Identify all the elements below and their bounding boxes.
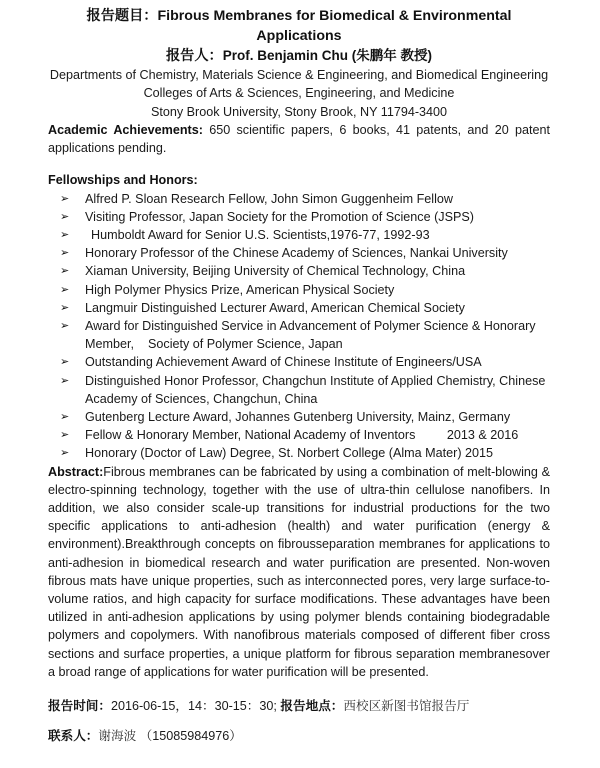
honors-list <box>48 190 550 463</box>
honor-item: ➢ Xiaman University, Beijing University of Chemical Technology, China <box>48 262 550 280</box>
schedule-line <box>48 697 550 715</box>
abstract <box>48 463 550 681</box>
honor-item: ➢ High Polymer Physics Prize, American Physical Society <box>48 281 550 299</box>
contact-name: 谢海波 <box>98 728 137 743</box>
honor-item: ➢ Honorary (Doctor of Law) Degree, St. Norbert College (Alma Mater) 2015 <box>48 444 550 462</box>
honor-item: ➢ Humboldt Award for Senior U.S. Scientists,1976-77, 1992-93 <box>48 226 550 244</box>
contact-label: 联系人： <box>48 728 99 743</box>
achievements-label: Academic Achievements: <box>48 122 203 137</box>
honors-heading: Fellowships and Honors: <box>48 173 198 188</box>
honor-item: ➢ Alfred P. Sloan Research Fellow, John Simon Guggenheim Fellow <box>48 190 550 208</box>
arrowhead-bullet-icon: ➢ <box>60 319 70 332</box>
arrowhead-bullet-icon: ➢ <box>60 247 70 260</box>
affiliation-line: Colleges of Arts & Sciences, Engineering, and Medicine <box>143 86 455 101</box>
arrowhead-bullet-icon: ➢ <box>60 374 70 387</box>
speaker-line <box>48 46 550 66</box>
honor-item: ➢ Award for Distinguished Service in Advancement of Polymer Science & Honorary Member, Society of Polymer Science, Japan <box>60 318 540 352</box>
arrowhead-bullet-icon: ➢ <box>60 192 70 205</box>
arrowhead-bullet-icon: ➢ <box>60 301 70 314</box>
honor-item: ➢ Gutenberg Lecture Award, Johannes Gutenberg University, Mainz, Germany <box>48 408 550 426</box>
speaker-label: 报告人： <box>165 48 223 64</box>
time-label: 报告时间： <box>48 698 111 713</box>
arrowhead-bullet-icon: ➢ <box>60 265 70 278</box>
arrowhead-bullet-icon: ➢ <box>60 210 70 223</box>
honor-item: ➢ Outstanding Achievement Award of Chinese Institute of Engineers/USA <box>48 353 550 371</box>
affiliation-line: Stony Brook University, Stony Brook, NY 11794-3400 <box>150 104 448 119</box>
affiliation-line: Departments of Chemistry, Materials Science & Engineering, and Biomedical Engineering <box>49 68 549 82</box>
contact-phone: （15085984976） <box>136 728 242 743</box>
arrowhead-bullet-icon: ➢ <box>60 228 70 241</box>
arrowhead-bullet-icon: ➢ <box>60 410 70 423</box>
time-value: 2016-06-15，14：30-15：30; <box>110 698 281 713</box>
arrowhead-bullet-icon: ➢ <box>60 447 70 460</box>
honor-item: ➢ Langmuir Distinguished Lecturer Award, American Chemical Society <box>48 299 550 317</box>
place-label: 报告地点： <box>280 698 344 713</box>
title-text: Fibrous Membranes for Biomedical & Environmental Applications <box>157 8 512 44</box>
speaker-name: Prof. Benjamin Chu (朱鹏年 教授) <box>222 48 432 63</box>
title-label: 报告题目： <box>86 8 158 24</box>
honor-item: ➢ Distinguished Honor Professor, Changchun Institute of Applied Chemistry, Chinese Academy of Sciences, Changchun, China <box>60 373 546 406</box>
honor-item: ➢ Visiting Professor, Japan Society for the Promotion of Science (JSPS) <box>48 208 550 226</box>
arrowhead-bullet-icon: ➢ <box>60 283 70 296</box>
affiliation-block <box>48 66 550 121</box>
achievements-text: 650 scientific papers, 6 books, 41 patents, and 20 patent applications pending. <box>48 122 550 156</box>
arrowhead-bullet-icon: ➢ <box>60 356 70 369</box>
arrowhead-bullet-icon: ➢ <box>60 429 70 442</box>
lecture-announcement <box>48 6 550 745</box>
abstract-text: Fibrous membranes can be fabricated by using a combination of melt-blowing & electro-spinning technology, together with the use of ultra-thin cellulose nanofibers. In addition, we also consider scale-up transitions for industrial productions for the two specific applications to anti-adhesion (health) and water purification (energy & environment).Breakthrough concepts on fibrousseparation membranes for applications to anti-adhesion in biomedical research and water purification are presented. Non-woven fibrous mats have unique properties, such as interconnected pores, very large surface-to-volume ratios, and high capacity for surface modifications. These advantages have been utilized in anti-adhesion applications by using polymer blends containing biodegradable polymers and copolymers. With nanofibrous materials composed of different fiber cross sections and surface properties, a unique platform for fibrous separation membranesover a broad range of applications for water purification will be presented. <box>48 464 550 679</box>
abstract-label: Abstract: <box>48 464 104 479</box>
lecture-title <box>48 6 550 46</box>
contact-line <box>48 727 550 745</box>
honor-item: ➢ Fellow & Honorary Member, National Academy of Inventors 2013 & 2016 <box>48 426 550 444</box>
academic-achievements <box>48 121 550 157</box>
honor-item: ➢ Honorary Professor of the Chinese Academy of Sciences, Nankai University <box>48 244 550 262</box>
place-value: 西校区新图书馆报告厅 <box>343 698 470 713</box>
